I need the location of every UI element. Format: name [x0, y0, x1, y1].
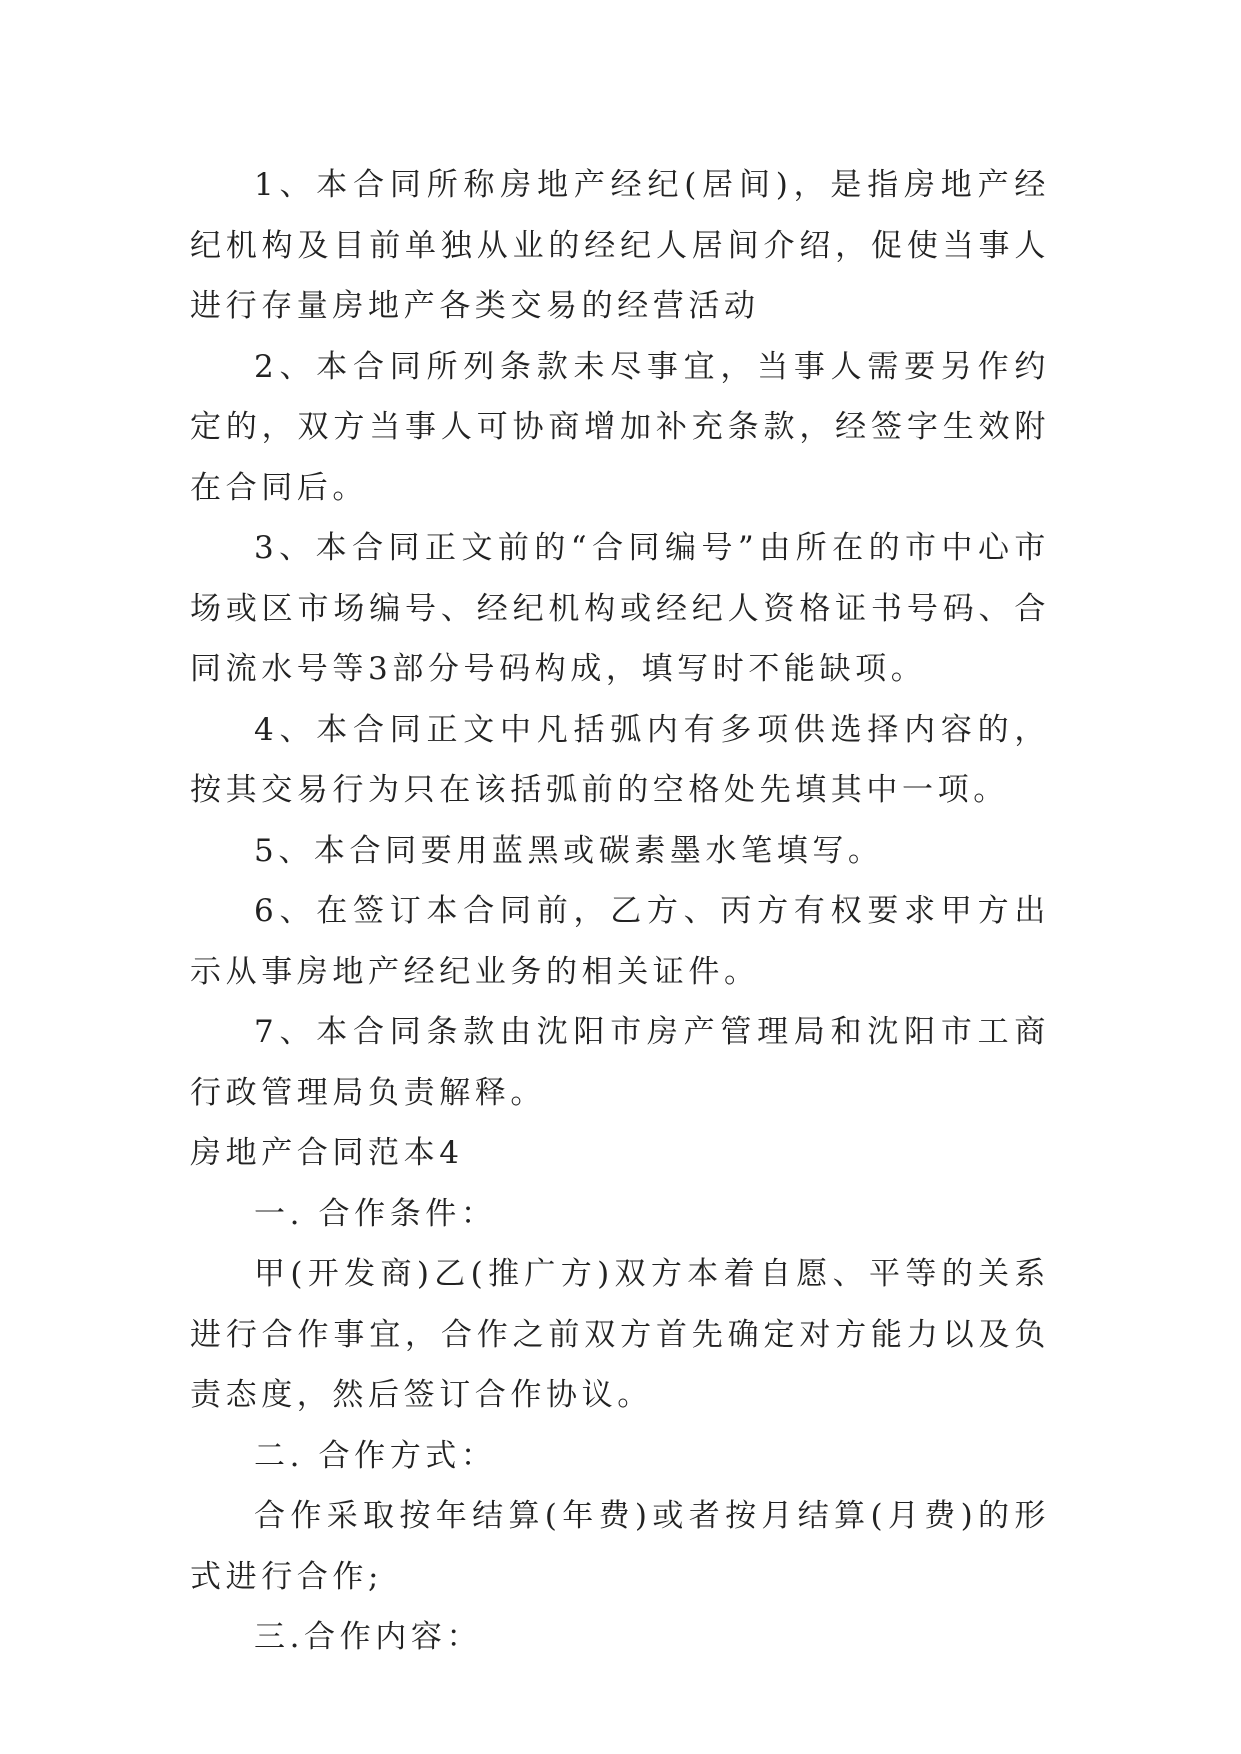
- cooperation-method-heading: 二. 合作方式：: [254, 1437, 497, 1474]
- cooperation-content-heading: 三.合作内容：: [254, 1619, 483, 1655]
- clause-3: 3、本合同正文前的“合同编号”由所在的市中心市场或区市场编号、经纪机构或经纪人资格证书号码、合同流水号等3部分号码构成，填写时不能缺项。: [190, 530, 1050, 687]
- clause-5: 5、本合同要用蓝黑或碳素墨水笔填写。: [254, 832, 884, 869]
- clause-6: 6、在签订本合同前，乙方、丙方有权要求甲方出示从事房地产经纪业务的相关证件。: [190, 893, 1050, 990]
- clause-1: 1、本合同所称房地产经纪(居间)，是指房地产经纪机构及目前单独从业的经纪人居间介绍，促使当事人进行存量房地产各类交易的经营活动: [190, 167, 1050, 324]
- cooperation-conditions-text: 甲(开发商)乙(推广方)双方本着自愿、平等的关系进行合作事宜，合作之前双方首先确定对方能力以及负责态度，然后签订合作协议。: [190, 1256, 1050, 1413]
- document-body: [190, 155, 1050, 1668]
- section-title: 房地产合同范本4: [190, 1135, 464, 1171]
- clause-2: 2、本合同所列条款未尽事宜，当事人需要另作约定的，双方当事人可协商增加补充条款，经签字生效附在合同后。: [190, 348, 1050, 506]
- cooperation-conditions-heading: 一. 合作条件：: [254, 1195, 497, 1232]
- clause-4: 4、本合同正文中凡括弧内有多项供选择内容的，按其交易行为只在该括弧前的空格处先填其中一项。: [190, 711, 1050, 808]
- cooperation-method-text: 合作采取按年结算(年费)或者按月结算(月费)的形式进行合作;: [190, 1498, 1050, 1595]
- clause-7: 7、本合同条款由沈阳市房产管理局和沈阳市工商行政管理局负责解释。: [190, 1014, 1050, 1111]
